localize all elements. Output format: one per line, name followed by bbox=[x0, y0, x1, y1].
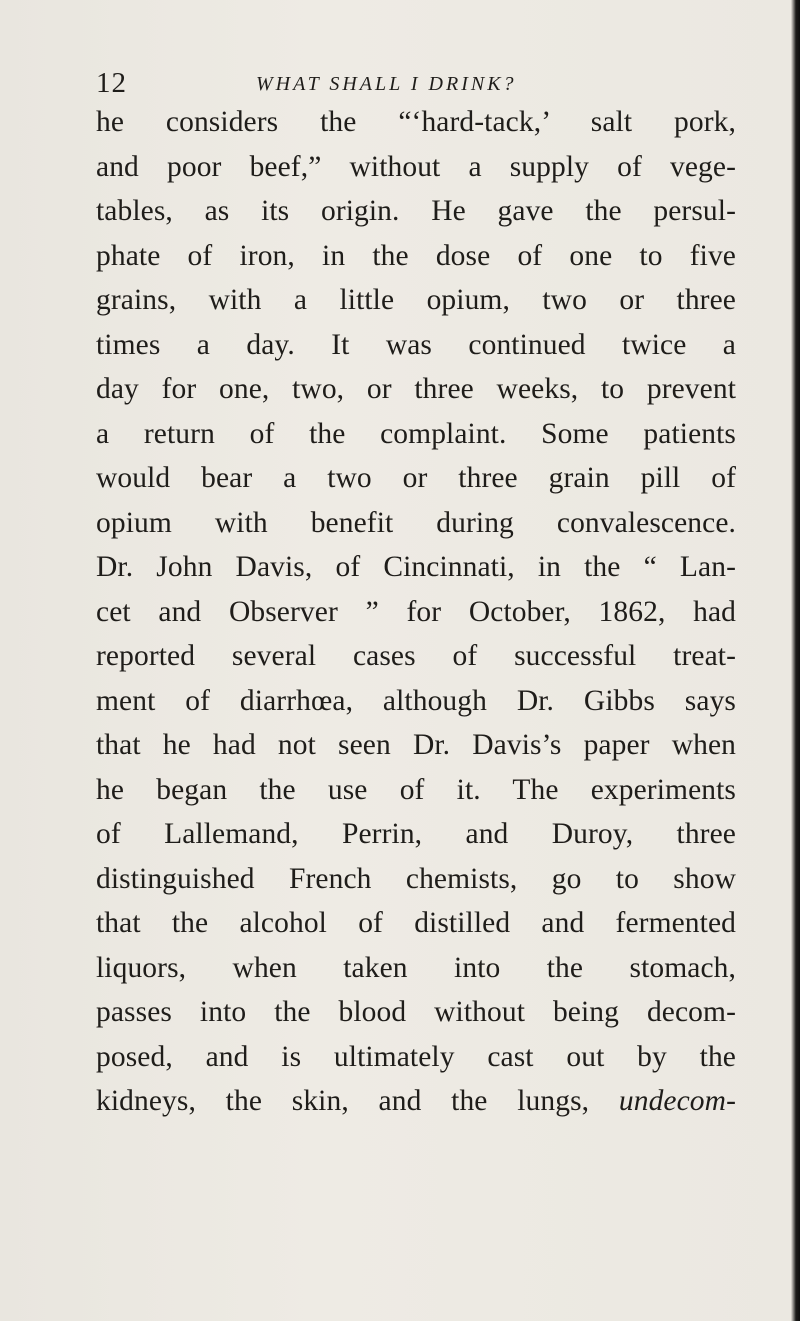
text-line: liquors, when taken into the stomach, bbox=[96, 951, 736, 984]
page-edge-shadow bbox=[791, 0, 800, 1321]
text-line: he began the use of it. The experiments bbox=[96, 773, 736, 806]
text-line: and poor beef,” without a supply of vege- bbox=[96, 150, 736, 183]
text-line: a return of the complaint. Some patients bbox=[96, 417, 736, 450]
text-line: that he had not seen Dr. Davis’s paper when bbox=[96, 729, 736, 761]
text-line: tables, as its origin. He gave the persul- bbox=[96, 195, 736, 227]
text-line: Dr. John Davis, of Cincinnati, in the “ Lan- bbox=[96, 551, 736, 583]
text-line: day for one, two, or three weeks, to prevent bbox=[96, 373, 736, 405]
text-line: times a day. It was continued twice a bbox=[96, 328, 736, 361]
text-line: passes into the blood without being decom- bbox=[96, 996, 736, 1028]
final-line-text: kidneys, the skin, and the lungs, bbox=[96, 1085, 619, 1117]
text-line: distinguished French chemists, go to show bbox=[96, 862, 736, 895]
page-header bbox=[96, 66, 696, 100]
running-head: WHAT SHALL I DRINK? bbox=[256, 73, 517, 95]
text-line: cet and Observer ” for October, 1862, had bbox=[96, 595, 736, 628]
text-line: phate of iron, in the dose of one to five bbox=[96, 239, 736, 272]
text-line: grains, with a little opium, two or three bbox=[96, 284, 736, 316]
page-number: 12 bbox=[96, 67, 127, 99]
text-line: he considers the “‘hard-tack,’ salt pork, bbox=[96, 106, 736, 138]
text-line: reported several cases of successful treat- bbox=[96, 640, 736, 672]
text-line: that the alcohol of distilled and fermented bbox=[96, 907, 736, 939]
text-line-final bbox=[96, 1079, 736, 1124]
body-text bbox=[96, 100, 736, 1124]
final-line-italic: undecom- bbox=[618, 1085, 736, 1117]
text-line: of Lallemand, Perrin, and Duroy, three bbox=[96, 818, 736, 850]
text-line: ment of diarrhœa, although Dr. Gibbs says bbox=[96, 684, 736, 717]
text-line: posed, and is ultimately cast out by the bbox=[96, 1040, 736, 1073]
text-line: opium with benefit during convalescence. bbox=[96, 506, 736, 539]
text-line: would bear a two or three grain pill of bbox=[96, 462, 736, 494]
